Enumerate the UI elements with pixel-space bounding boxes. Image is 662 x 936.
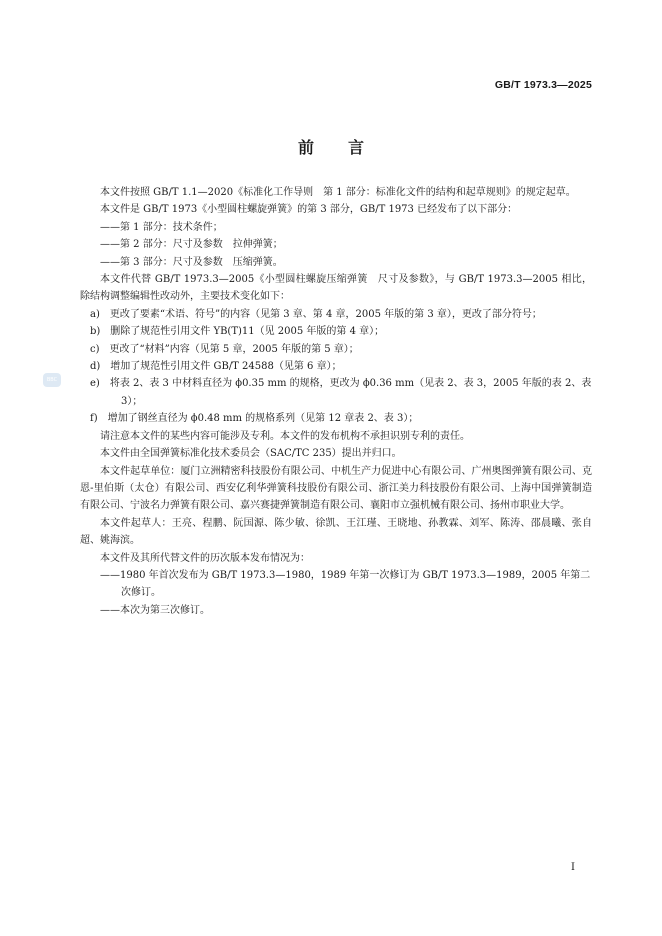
part-list-item: ——第 2 部分：尺寸及参数 拉伸弹簧；	[100, 239, 283, 251]
standard-number: GB/T 1973.3—2025	[494, 79, 592, 91]
history-list-item: ——本次为第三次修订。	[100, 604, 210, 616]
part-list-item: ——第 1 部分：技术条件；	[100, 221, 223, 233]
paragraph-drafters: 本文件起草人：王亮、程鹏、阮国源、陈少敏、徐凯、王江瑾、王晓地、孙教霖、刘军、陈涛、邵晨曦、张自超、姚海滨。	[80, 517, 592, 547]
paragraph-replacement: 本文件代替 GB/T 1973.3—2005《小型圆柱螺旋压缩弹簧 尺寸及参数》，与 GB/T 1973.3—2005 相比，除结构调整编辑性改动外，主要技术变化如下：	[80, 274, 592, 303]
change-list-item: e) 将表 2、表 3 中材料直径为 ϕ0.35 mm 的规格，更改为 ϕ0.36 mm（见表 2、表 3，2005 年版的表 2、表 3）；	[90, 378, 592, 407]
paragraph-drafting-rules: 本文件按照 GB/T 1.1—2020《标准化工作导则 第 1 部分：标准化文件的结构和起草规则》的规定起草。	[100, 187, 576, 198]
paragraph-committee: 本文件由全国弹簧标准化技术委员会（SAC/TC 235）提出并归口。	[100, 448, 402, 460]
page-number: I	[571, 862, 575, 873]
paragraph-patent-notice: 请注意本文件的某些内容可能涉及专利。本文件的发布机构不承担识别专利的责任。	[100, 430, 470, 442]
change-list-item: c) 更改了“材料”内容（见第 5 章，2005 年版的第 5 章）；	[90, 343, 359, 355]
paragraph-drafting-units: 本文件起草单位：厦门立洲精密科技股份有限公司、中机生产力促进中心有限公司、广州奥图弹簧有限公司、克恩-里伯斯（太仓）有限公司、西安亿利华弹簧科技股份有限公司、浙江美力科技股份有限公司、上海中国弹簧制造有限公司、宁波名力弹簧有限公司、嘉兴赛捷弹簧制造有限公司、襄阳市立强机械有限公司、扬州市职业大学。	[80, 465, 592, 512]
change-list-item: f) 增加了钢丝直径为 ϕ0.48 mm 的规格系列（见第 12 章表 2、表 3）；	[90, 413, 419, 425]
change-list-item: a) 更改了要素“术语、符号”的内容（见第 3 章、第 4 章，2005 年版的第 3 章），更改了部分符号；	[90, 308, 542, 320]
part-list-item: ——第 3 部分：尺寸及参数 压缩弹簧。	[100, 256, 283, 268]
change-list-item: d) 增加了规范性引用文件 GB/T 24588（见第 6 章）；	[90, 361, 342, 373]
change-list-item: b) 删除了规范性引用文件 YB(T)11（见 2005 年版的第 4 章）；	[90, 326, 385, 338]
foreword-body	[80, 184, 592, 619]
history-list-item: ——1980 年首次发布为 GB/T 1973.3—1980，1989 年第一次修订为 GB/T 1973.3—1989，2005 年第二次修订。	[100, 569, 591, 599]
side-watermark-icon: BBC	[43, 373, 61, 387]
paragraph-parts-intro: 本文件是 GB/T 1973《小型圆柱螺旋弹簧》的第 3 部分，GB/T 1973 已经发布了以下部分：	[100, 204, 518, 216]
page-title: 前言	[297, 138, 398, 157]
paragraph-history-intro: 本文件及其所代替文件的历次版本发布情况为：	[100, 552, 310, 564]
